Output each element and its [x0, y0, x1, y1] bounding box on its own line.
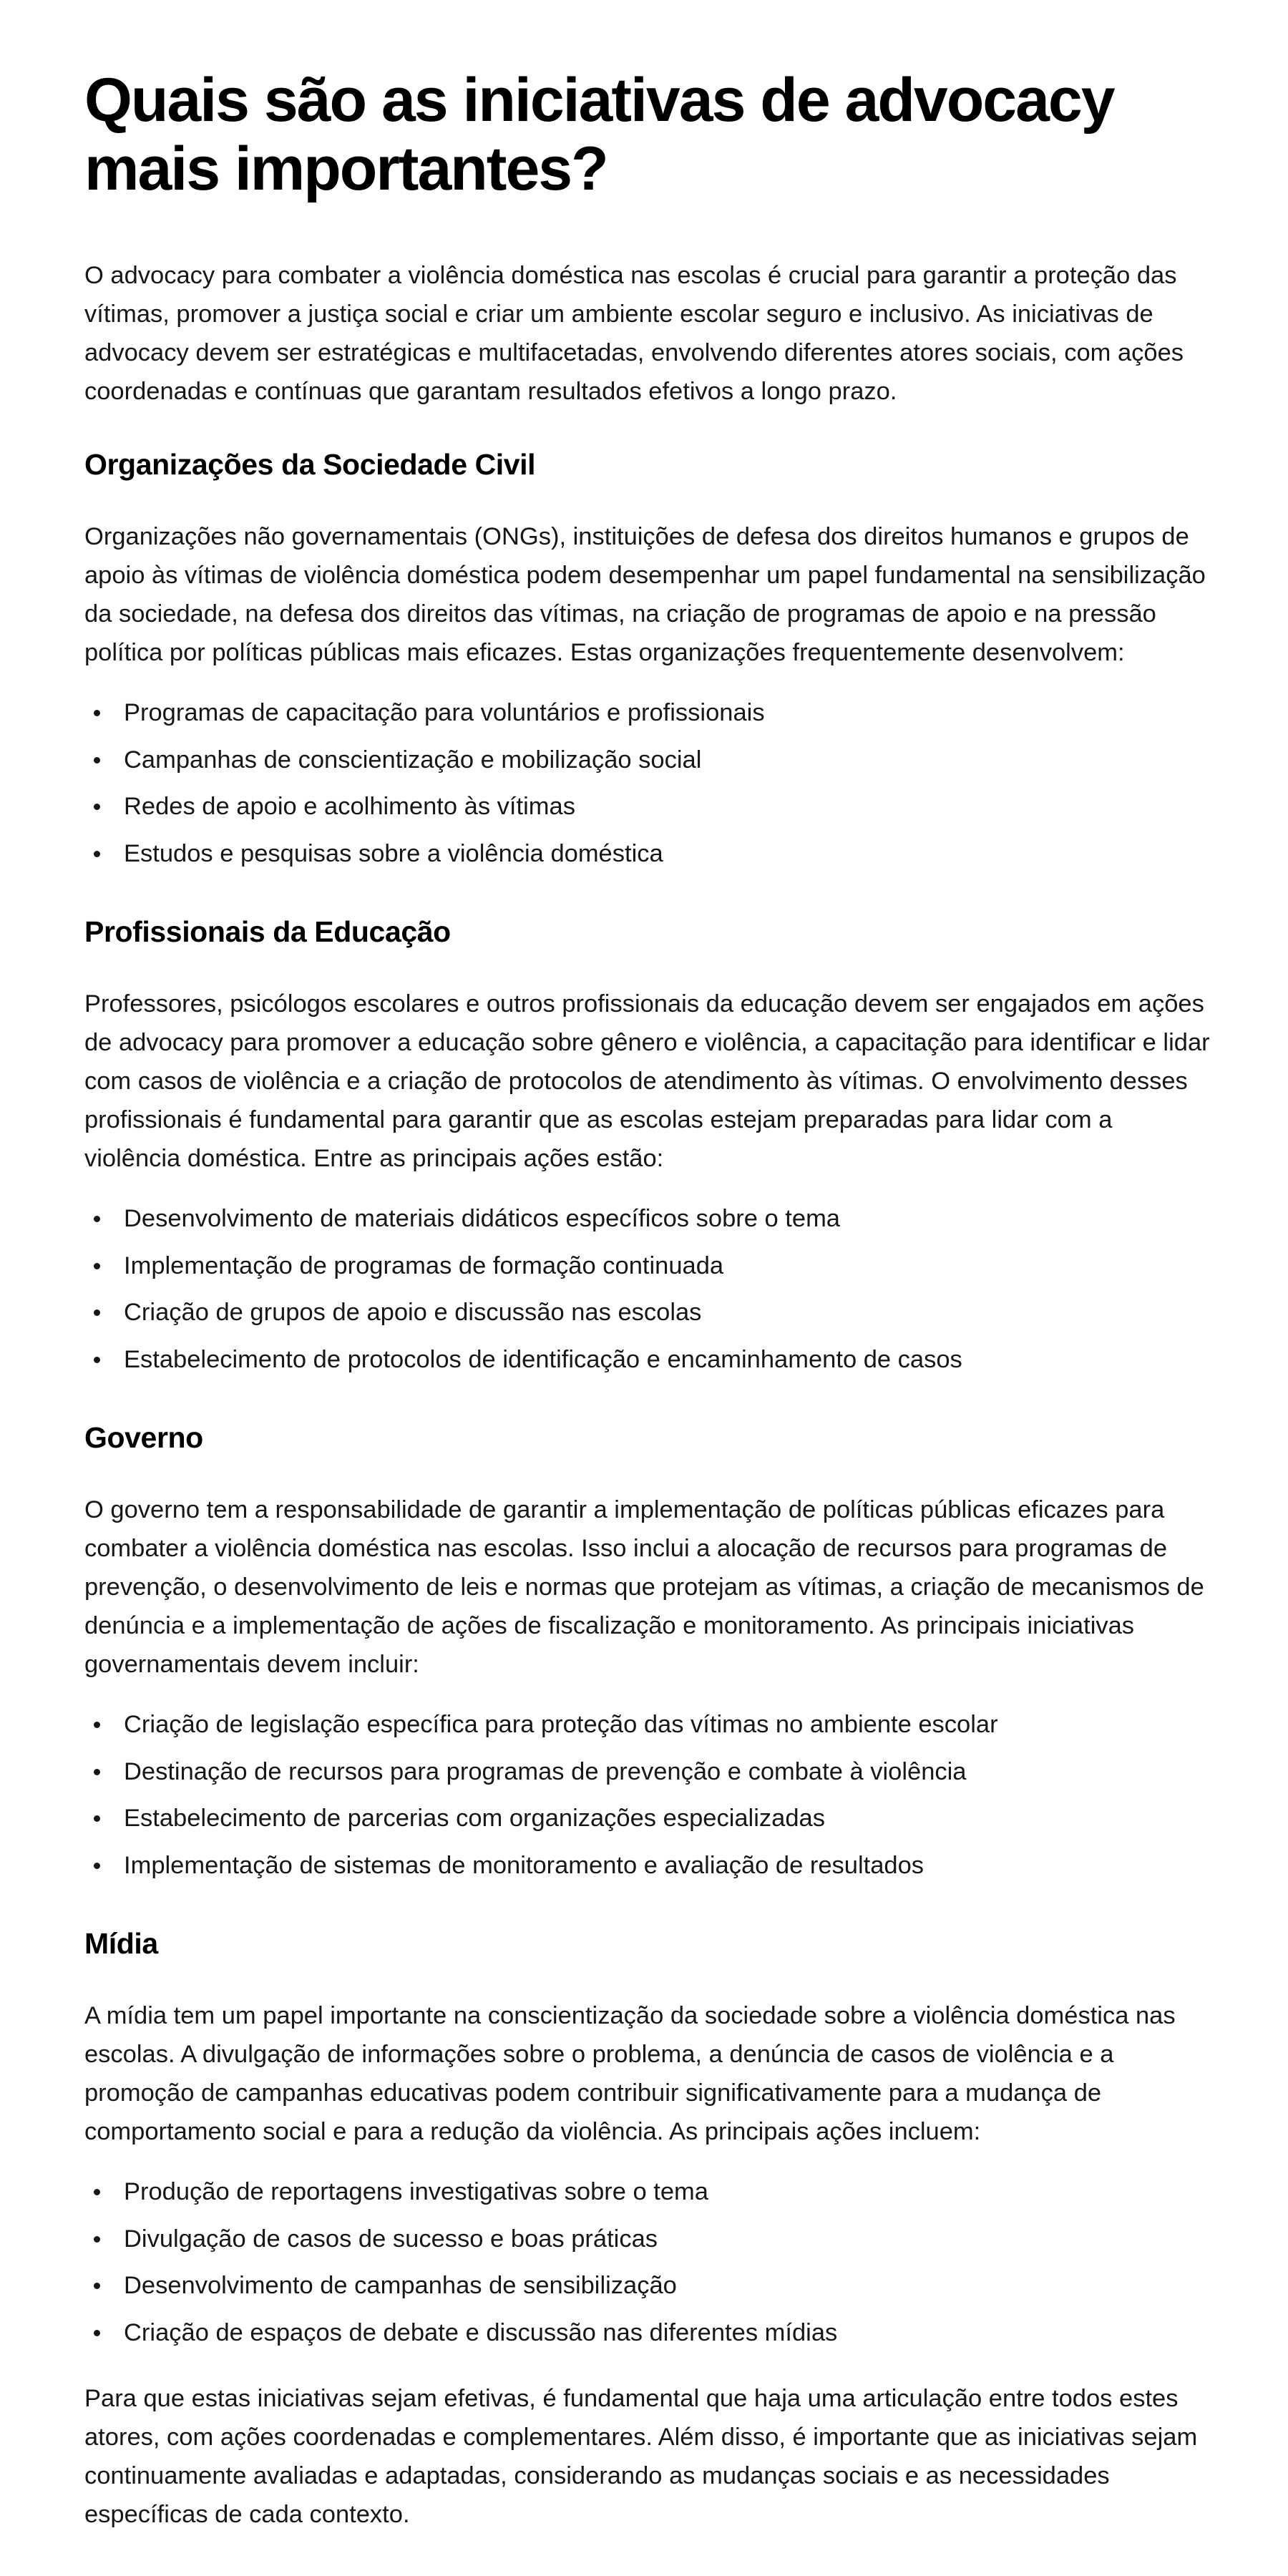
list-item-text: Desenvolvimento de materiais didáticos específicos sobre o tema — [124, 1205, 840, 1232]
section-paragraph: Organizações não governamentais (ONGs), instituições de defesa dos direitos humanos e grupos de apoio às vítimas de violência doméstica podem desempenhar um papel fundamental na sensibilização da sociedade, na defesa dos direitos das vítimas, na criação de programas de apoio e na pressão política por políticas públicas mais eficazes. Estas organizações frequentemente desenvolvem: — [84, 523, 1206, 666]
bullet-icon — [94, 804, 100, 810]
list-item — [84, 1799, 1216, 1846]
section-government — [84, 1387, 1216, 1893]
bullet-icon — [94, 851, 100, 857]
list-item — [84, 2266, 1216, 2313]
bullet-icon — [94, 2283, 100, 2289]
list-item-text: Destinação de recursos para programas de prevenção e combate à violência — [124, 1757, 967, 1785]
list-item-text: Estabelecimento de parcerias com organizações especializadas — [124, 1805, 825, 1832]
list-item-text: Estabelecimento de protocolos de identificação e encaminhamento de casos — [124, 1345, 962, 1373]
list-item — [84, 1846, 1216, 1893]
list-item-text: Criação de legislação específica para proteção das vítimas no ambiente escolar — [124, 1711, 998, 1738]
list-item — [84, 1246, 1216, 1294]
list-item — [84, 693, 1216, 741]
bullet-icon — [94, 757, 100, 763]
list-item — [84, 1752, 1216, 1800]
list-item-text: Implementação de sistemas de monitoramento e avaliação de resultados — [124, 1851, 924, 1879]
list-item — [84, 2172, 1216, 2220]
list-item — [84, 2313, 1216, 2361]
page-title: Quais são as iniciativas de advocacy mais importantes? — [84, 66, 1114, 203]
list-item-text: Redes de apoio e acolhimento às vítimas — [124, 793, 575, 820]
list-item-text: Implementação de programas de formação continuada — [124, 1252, 724, 1279]
intro-paragraph: O advocacy para combater a violência doméstica nas escolas é crucial para garantir a proteção das vítimas, promover a justiça social e criar um ambiente escolar seguro e inclusivo. As iniciativas de advocacy devem ser estratégicas e multifacetadas, envolvendo diferentes atores sociais, com ações coordenadas e contínuas que garantam resultados efetivos a longo prazo. — [84, 262, 1184, 405]
list-item-text: Estudos e pesquisas sobre a violência doméstica — [124, 839, 663, 867]
section-paragraph: O governo tem a responsabilidade de garantir a implementação de políticas públicas eficazes para combater a violência doméstica nas escolas. Isso inclui a alocação de recursos para programas de prevenção, o desenvolvimento de leis e normas que protejam as vítimas, a criação de mecanismos de denúncia e a implementação de ações de fiscalização e monitoramento. As principais iniciativas governamentais devem incluir: — [84, 1496, 1204, 1678]
section-education-professionals — [84, 881, 1216, 1387]
list-item — [84, 834, 1216, 882]
bullet-icon — [94, 1216, 100, 1222]
list-item-text: Produção de reportagens investigativas sobre o tema — [124, 2178, 708, 2205]
bullet-icon — [94, 2189, 100, 2195]
bullet-icon — [94, 2330, 100, 2336]
bullet-icon — [94, 1769, 100, 1775]
bullet-icon — [94, 1863, 100, 1869]
bullet-list — [84, 1199, 1216, 1387]
conclusion-paragraph: Para que estas iniciativas sejam efetivas, é fundamental que haja uma articulação entre todos estes atores, com ações coordenadas e complementares. Além disso, é importante que as iniciativas sejam continuamente avaliadas e adaptadas, considerando as mudanças sociais e as necessidades específicas de cada contexto. — [84, 2385, 1198, 2528]
bullet-icon — [94, 710, 100, 716]
bullet-icon — [94, 1357, 100, 1363]
bullet-list — [84, 2172, 1216, 2360]
list-item — [84, 1340, 1216, 1387]
list-item-text: Criação de espaços de debate e discussão nas diferentes mídias — [124, 2318, 838, 2346]
list-item — [84, 2220, 1216, 2267]
section-heading: Organizações da Sociedade Civil — [84, 448, 536, 481]
list-item-text: Programas de capacitação para voluntários e profissionais — [124, 699, 765, 726]
list-item — [84, 1293, 1216, 1340]
list-item-text: Divulgação de casos de sucesso e boas práticas — [124, 2225, 658, 2253]
bullet-icon — [94, 1309, 100, 1316]
list-item-text: Desenvolvimento de campanhas de sensibilização — [124, 2272, 677, 2299]
list-item-text: Criação de grupos de apoio e discussão nas escolas — [124, 1299, 702, 1326]
list-item-text: Campanhas de conscientização e mobilização social — [124, 746, 702, 774]
bullet-icon — [94, 1815, 100, 1822]
section-heading: Governo — [84, 1421, 203, 1454]
bullet-icon — [94, 1263, 100, 1269]
bullet-icon — [94, 2236, 100, 2243]
section-paragraph: A mídia tem um papel importante na conscientização da sociedade sobre a violência doméstica nas escolas. A divulgação de informações sobre o problema, a denúncia de casos de violência e a promoção de campanhas educativas podem contribuir significativamente para a mudança de comportamento social e para a redução da violência. As principais ações incluem: — [84, 2002, 1176, 2145]
section-media — [84, 1893, 1216, 2360]
bullet-icon — [94, 1722, 100, 1728]
list-item — [84, 1199, 1216, 1246]
list-item — [84, 741, 1216, 788]
list-item — [84, 1705, 1216, 1752]
section-heading: Profissionais da Educação — [84, 915, 451, 948]
bullet-list — [84, 1705, 1216, 1893]
list-item — [84, 787, 1216, 834]
bullet-list — [84, 693, 1216, 881]
section-heading: Mídia — [84, 1927, 158, 1960]
section-civil-society — [84, 411, 1216, 881]
section-paragraph: Professores, psicólogos escolares e outros profissionais da educação devem ser engajados em ações de advocacy para promover a educação sobre gênero e violência, a capacitação para identificar e lidar com casos de violência e a criação de protocolos de atendimento às vítimas. O envolvimento desses profissionais é fundamental para garantir que as escolas estejam preparadas para lidar com a violência doméstica. Entre as principais ações estão: — [84, 990, 1210, 1172]
